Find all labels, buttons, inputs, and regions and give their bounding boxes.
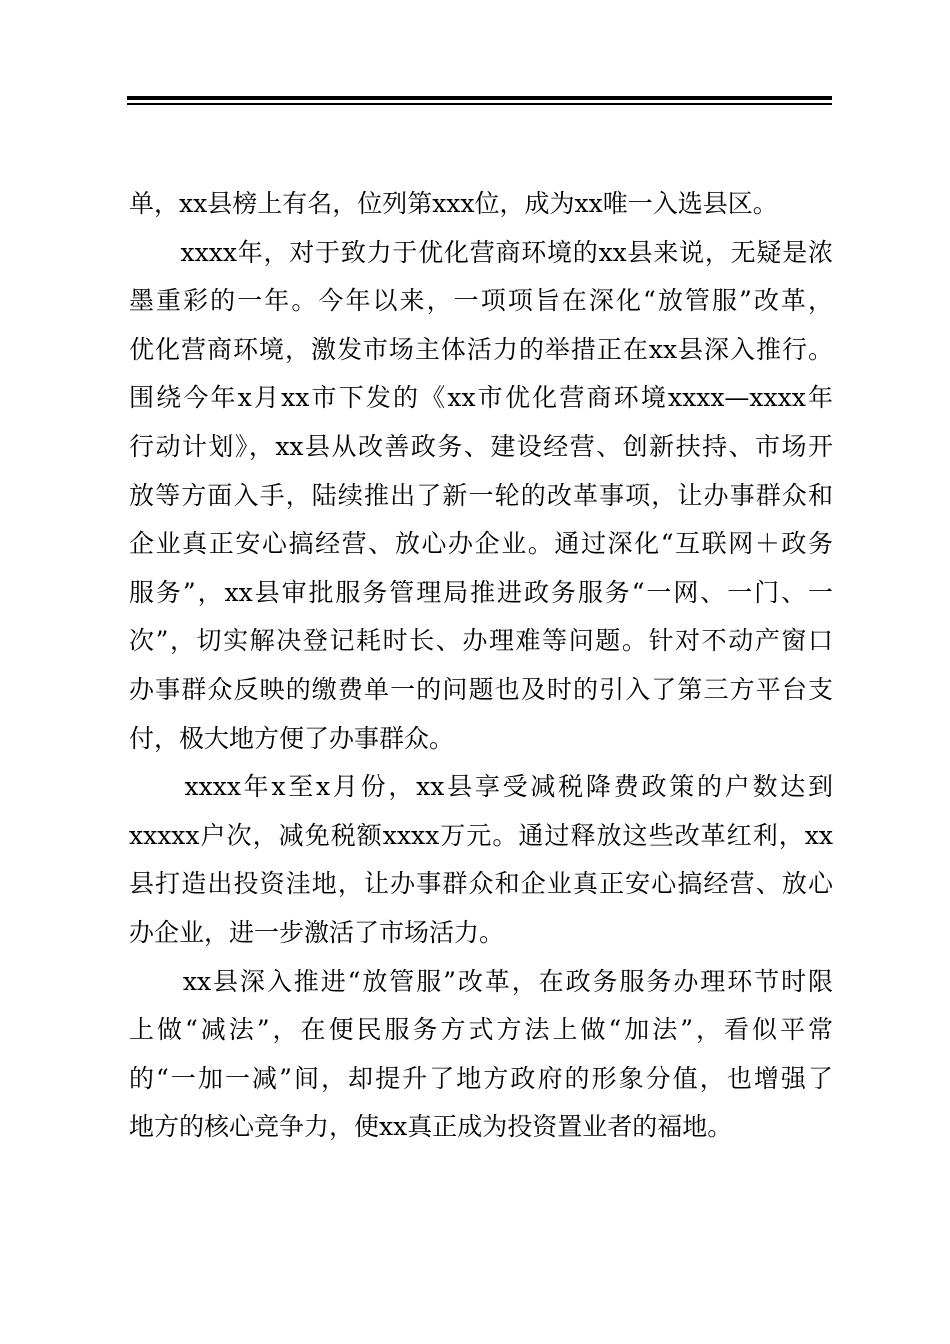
text-line: 付，极大地方便了办事群众。 bbox=[129, 723, 455, 753]
text-line: xx县深入推进“放管服”改革，在政务服务办理环节时限 bbox=[129, 966, 833, 996]
text-line: 单，xx县榜上有名，位列第xxx位，成为xx唯一入选县区。 bbox=[129, 189, 778, 218]
text-line: 办事群众反映的缴费单一的问题也及时的引入了第三方平台支 bbox=[129, 674, 833, 704]
text-line: 服务”，xx县审批服务管理局推进政务服务“一网、一门、一 bbox=[129, 577, 833, 607]
text-line: 县打造出投资洼地，让办事群众和企业真正安心搞经营、放心 bbox=[129, 869, 833, 899]
text-line: 上做“减法”，在便民服务方式方法上做“加法”，看似平常 bbox=[129, 1015, 833, 1045]
text-line: xxxxx户次，减免税额xxxx万元。通过释放这些改革红利，xx bbox=[129, 820, 833, 850]
text-line: 行动计划》，xx县从改善政务、建设经营、创新扶持、市场开 bbox=[129, 431, 833, 461]
text-line: 的“一加一减”间，却提升了地方政府的形象分值，也增强了 bbox=[129, 1063, 833, 1093]
text-line: xxxx年，对于致力于优化营商环境的xx县来说，无疑是浓 bbox=[129, 237, 833, 267]
text-line: 优化营商环境，激发市场主体活力的举措正在xx县深入推行。 bbox=[129, 334, 833, 364]
text-line: 围绕今年x月xx市下发的《xx市优化营商环境xxxx—xxxx年 bbox=[129, 383, 833, 413]
header-rule-thin bbox=[127, 103, 832, 105]
text-line: 放等方面入手，陆续推出了新一轮的改革事项，让办事群众和 bbox=[129, 480, 833, 510]
text-line: xxxx年x至x月份，xx县享受减税降费政策的户数达到 bbox=[129, 772, 833, 802]
text-line: 墨重彩的一年。今年以来，一项项旨在深化“放管服”改革， bbox=[129, 286, 833, 316]
text-line: 次”，切实解决登记耗时长、办理难等问题。针对不动产窗口 bbox=[129, 626, 833, 656]
text-line: 企业真正安心搞经营、放心办企业。通过深化“互联网＋政务 bbox=[129, 529, 833, 559]
header-rule-thick bbox=[127, 96, 832, 100]
text-line: 地方的核心竞争力，使xx真正成为投资置业者的福地。 bbox=[129, 1112, 733, 1142]
document-body bbox=[129, 180, 833, 1152]
text-line: 办企业，进一步激活了市场活力。 bbox=[129, 917, 505, 947]
